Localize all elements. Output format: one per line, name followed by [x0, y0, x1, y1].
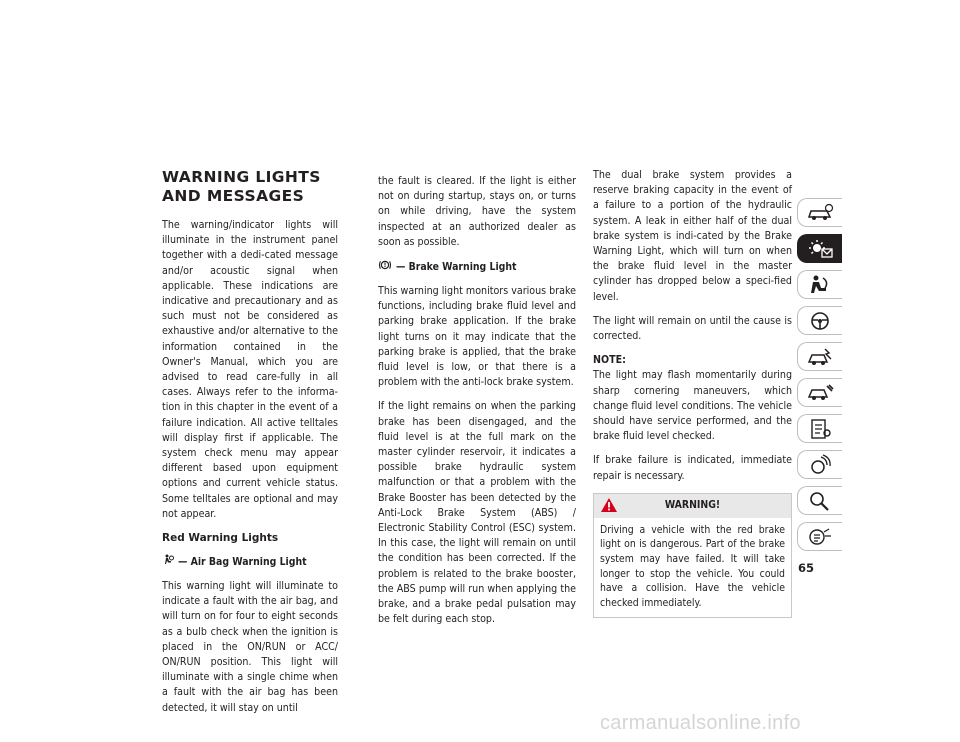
multimedia-icon	[805, 454, 835, 476]
brake-light-heading	[378, 259, 576, 275]
section-title: WARNING LIGHTS AND MESSAGES	[162, 168, 321, 205]
tab-car-info[interactable]	[797, 198, 842, 227]
brake-paragraph-1: This warning light monitors various brake functions, including brake fluid level and parking brake application. If the brake light turns on it may indicate that the parking brake is applied, that the brake fluid level is low, or that there is a problem with the anti-lock brake system.	[378, 285, 576, 389]
search-index-icon	[805, 490, 835, 512]
dual-brake-paragraph: The dual brake system provides a reserve braking capacity in the event of a failure to a portion of the hydraulic system. A leak in either half of the dual brake system is indi-cated by the Brake Warning Light, which will turn on when the brake fluid level in the master cylinder has dropped below a speci-fied level.	[593, 169, 792, 303]
red-warning-lights-heading: Red Warning Lights	[162, 532, 279, 545]
airbag-continued-paragraph: the fault is cleared. If the light is either not on during startup, stays on, or turns on while driving, have the system inspected at an authorized dealer as soon as possible.	[378, 175, 576, 248]
note-label: NOTE:	[593, 354, 626, 367]
chapter-tabs	[797, 198, 843, 558]
car-info-icon	[805, 203, 835, 223]
warning-triangle-icon	[600, 497, 618, 518]
steering-wheel-icon	[805, 310, 835, 332]
airbag-warning-icon	[162, 554, 174, 570]
tab-customer-assistance[interactable]	[797, 522, 842, 551]
intro-paragraph: The warning/indicator lights will illuminate in the instrument panel together with a dedi-cated message and/or acoustic signal when applicable. These indications are indicative and precautionary and as such must not be considered as exhaustive and/or alternative to the information contained in the Owner's Manual, which you are advised to read care-fully in all cases. Always refer to the informa-tion in this chapter in the event of a failure indication. All active telltales will display first if applicable. The system check menu may appear different based upon equipment options and current vehicle status. Some telltales are optional and may not appear.	[162, 219, 338, 520]
airbag-light-heading	[162, 554, 338, 570]
warning-lights-icon	[805, 238, 835, 260]
safety-seat-icon	[805, 274, 835, 296]
tab-servicing[interactable]	[797, 378, 842, 407]
tab-index[interactable]	[797, 486, 842, 515]
maintenance-list-icon	[805, 418, 835, 440]
column-3	[593, 168, 792, 618]
brake-warning-icon	[378, 259, 392, 275]
tab-warning-lights[interactable]	[797, 234, 842, 263]
column-2	[378, 174, 576, 636]
warning-header	[594, 494, 791, 518]
warning-box	[593, 493, 792, 619]
warning-text: Driving a vehicle with the red brake light on is dangerous. Part of the brake system may have failed. It will take longer to stop the vehicle. You could have a collision. Have the vehicle checked immediately.	[600, 523, 785, 609]
note-block	[593, 353, 792, 444]
note-text: The light may flash momentarily during sharp cornering maneuvers, which change fluid level conditions. The vehicle should have service performed, and the brake fluid level checked.	[593, 369, 792, 443]
airbag-heading-text: — Air Bag Warning Light	[178, 556, 307, 569]
svg-text:!: !	[383, 262, 387, 270]
remain-on-paragraph: The light will remain on until the cause is corrected.	[593, 314, 792, 343]
tab-multimedia[interactable]	[797, 450, 842, 479]
watermark: carmanualsonline.info	[600, 712, 801, 734]
column-1	[162, 168, 338, 725]
page-number: 65	[798, 561, 815, 575]
warning-title: WARNING!	[664, 499, 721, 512]
car-crash-icon	[805, 346, 835, 368]
brake-paragraph-2: If the light remains on when the parking brake has been disengaged, and the fluid level is at the full mark on the master cylinder reservoir, it indicates a possible brake hydraulic system malfunction or that a problem with the Brake Booster has been detected by the Anti-Lock Brake System (ABS) / Electronic Stability Control (ESC) system. In this case, the light will remain on until the condition has been corrected. If the problem is related to the brake booster, the ABS pump will run when applying the brake, and a brake pedal pulsation may be felt during each stop.	[378, 400, 576, 626]
airbag-paragraph: This warning light will illuminate to indicate a fault with the air bag, and will turn on for four to eight seconds as a bulb check when the ignition is placed in the ON/RUN or ACC/ ON/RUN position. This light will illuminate with a single chime when a fault with the air bag has been detected, it will stay on until	[162, 580, 338, 714]
brake-heading-text: — Brake Warning Light	[396, 261, 517, 274]
brake-failure-paragraph: If brake failure is indicated, immediate repair is necessary.	[593, 454, 792, 482]
tab-starting-driving[interactable]	[797, 306, 842, 335]
tab-emergency[interactable]	[797, 342, 842, 371]
car-service-icon	[805, 382, 835, 404]
customer-assistance-icon	[805, 526, 835, 548]
tab-technical-specs[interactable]	[797, 414, 842, 443]
tab-safety[interactable]	[797, 270, 842, 299]
